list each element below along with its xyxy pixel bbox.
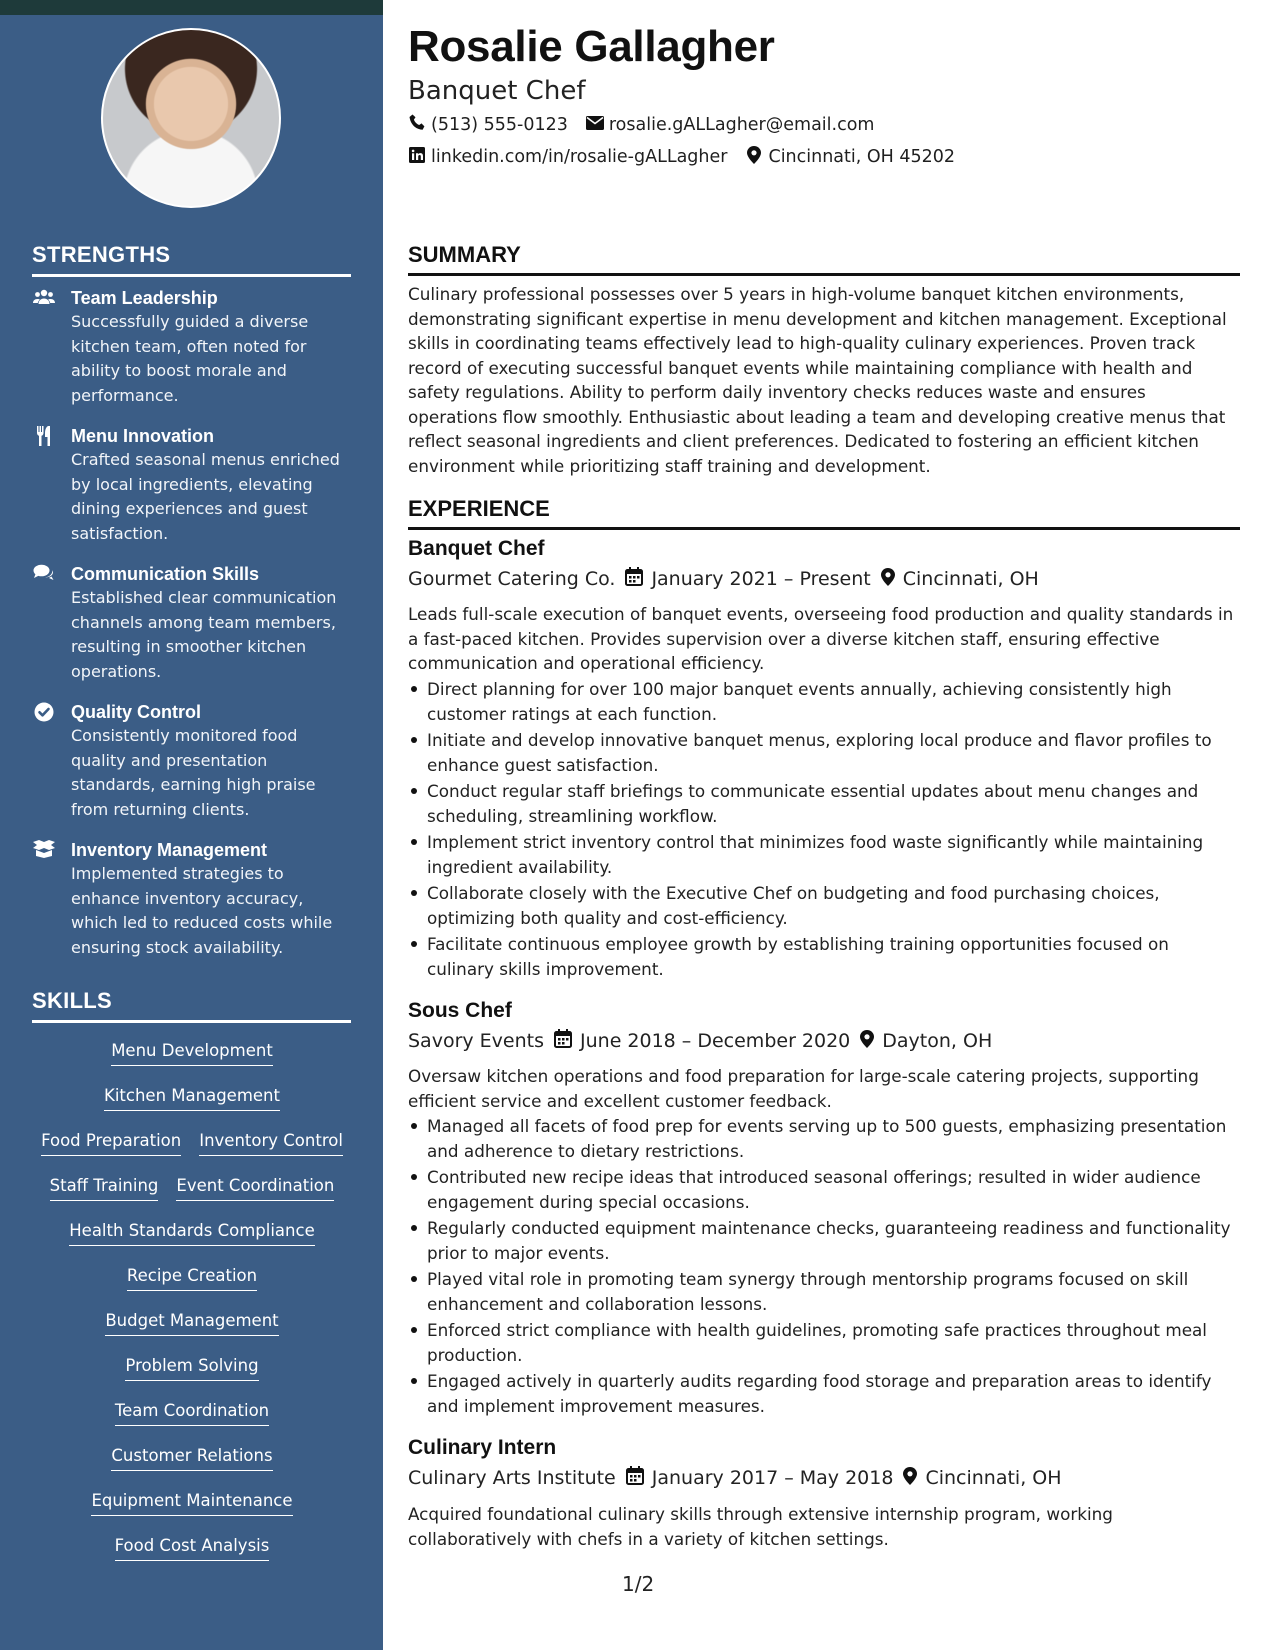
job-dates-text: January 2021 – Present <box>651 568 871 590</box>
skills-row <box>32 1534 352 1561</box>
skills-row <box>32 1444 352 1471</box>
skill-tag: Customer Relations <box>111 1444 272 1471</box>
skill-tag: Equipment Maintenance <box>91 1489 292 1516</box>
strength-item <box>32 562 352 684</box>
job-location-text: Dayton, OH <box>882 1030 993 1052</box>
phone-icon <box>408 114 426 135</box>
envelope-icon <box>586 116 604 134</box>
strength-description: Consistently monitored food quality and presentation standards, earning high praise from returning clients. <box>71 726 316 819</box>
job-company: Savory Events <box>408 1030 544 1052</box>
job-bullet: Engaged actively in quarterly audits regarding food storage and preparation areas to identify and implement improvement measures. <box>408 1369 1240 1418</box>
skill-tag: Team Coordination <box>115 1399 269 1426</box>
job-company: Culinary Arts Institute <box>408 1467 616 1489</box>
job-bullet: Facilitate continuous employee growth by establishing training opportunities focused on culinary skills improvement. <box>408 932 1240 981</box>
job-location <box>903 1467 1061 1490</box>
map-pin-icon <box>903 1467 917 1490</box>
boxes-icon <box>32 840 56 860</box>
skill-tag: Recipe Creation <box>127 1264 257 1291</box>
strengths-heading: STRENGTHS <box>32 242 351 277</box>
strength-item <box>32 286 352 408</box>
job-bullet: Enforced strict compliance with health guidelines, promoting safe practices throughout meal production. <box>408 1318 1240 1367</box>
skills-row <box>32 1309 352 1336</box>
job-location-text: Cincinnati, OH <box>902 568 1039 590</box>
calendar-icon <box>625 567 643 591</box>
job-dates <box>625 567 870 591</box>
sidebar <box>0 0 383 1650</box>
strength-title: Team Leadership <box>71 288 218 308</box>
strength-description: Successfully guided a diverse kitchen team, often noted for ability to boost morale and performance. <box>71 312 309 405</box>
strength-title: Menu Innovation <box>71 426 214 446</box>
experience-heading: EXPERIENCE <box>408 496 1240 530</box>
strength-item <box>32 700 352 822</box>
job-bullet: Regularly conducted equipment maintenance checks, guaranteeing readiness and functionality prior to major events. <box>408 1216 1240 1265</box>
sidebar-top-bar <box>0 0 383 15</box>
job-bullets <box>408 677 1240 983</box>
job-bullet: Direct planning for over 100 major banquet events annually, achieving consistently high customer ratings at each function. <box>408 677 1240 726</box>
skill-tag: Food Preparation <box>41 1129 181 1156</box>
job-bullets <box>408 1114 1240 1420</box>
map-pin-icon <box>860 1030 874 1053</box>
skill-tag: Menu Development <box>111 1039 273 1066</box>
skills-row <box>32 1219 352 1246</box>
job-bullet: Played vital role in promoting team synergy through mentorship programs focused on skill enhancement and collaboration lessons. <box>408 1267 1240 1316</box>
strength-item <box>32 838 352 960</box>
skills-heading: SKILLS <box>32 988 351 1023</box>
calendar-icon <box>626 1466 644 1490</box>
job-meta <box>408 1029 992 1053</box>
check-circle-icon <box>32 702 56 722</box>
linkedin-icon <box>408 147 426 167</box>
job-title: Culinary Intern <box>408 1436 557 1459</box>
job-description: Oversaw kitchen operations and food preparation for large-scale catering projects, supporting efficient service and excellent customer feedback. <box>408 1066 1199 1111</box>
utensils-icon <box>32 426 56 446</box>
skill-tag: Staff Training <box>50 1174 159 1201</box>
location-contact <box>745 146 955 168</box>
job-location <box>860 1030 992 1053</box>
skills-row <box>32 1489 352 1516</box>
job-bullet: Implement strict inventory control that minimizes food waste significantly while maintaining ingredient availability. <box>408 830 1240 879</box>
strength-title: Inventory Management <box>71 840 268 860</box>
skills-row <box>32 1174 352 1201</box>
skill-tag: Health Standards Compliance <box>69 1219 314 1246</box>
phone-text: (513) 555-0123 <box>431 114 568 135</box>
job-location-text: Cincinnati, OH <box>925 1467 1062 1489</box>
job-description: Acquired foundational culinary skills through extensive internship program, working collaboratively with chefs in a variety of kitchen settings. <box>408 1504 1113 1549</box>
skill-tag: Inventory Control <box>199 1129 343 1156</box>
job-title: Banquet Chef <box>408 537 545 560</box>
skills-row <box>32 1264 352 1291</box>
skills-row <box>32 1399 352 1426</box>
comments-icon <box>32 564 56 584</box>
contact-row <box>408 146 955 168</box>
strength-title: Communication Skills <box>71 564 260 584</box>
skills-row <box>32 1084 352 1111</box>
job-dates <box>554 1029 850 1053</box>
phone-contact[interactable] <box>408 114 568 135</box>
job-title: Sous Chef <box>408 999 512 1022</box>
skills-row <box>32 1354 352 1381</box>
skill-tag: Problem Solving <box>125 1354 258 1381</box>
skill-tag: Food Cost Analysis <box>115 1534 270 1561</box>
linkedin-text: linkedin.com/in/rosalie-gALLagher <box>431 147 728 167</box>
email-contact[interactable] <box>586 114 875 135</box>
job-dates <box>626 1466 894 1490</box>
contact-row <box>408 114 874 135</box>
job-meta <box>408 567 1039 591</box>
job-location <box>881 568 1039 591</box>
calendar-icon <box>554 1029 572 1053</box>
job-company: Gourmet Catering Co. <box>408 568 616 590</box>
strength-description: Crafted seasonal menus enriched by local ingredients, elevating dining experiences and guest satisfaction. <box>71 450 340 543</box>
location-text: Cincinnati, OH 45202 <box>768 147 956 167</box>
skill-tag: Budget Management <box>105 1309 278 1336</box>
page-number: 1/2 <box>622 1572 655 1596</box>
skills-row <box>32 1039 352 1066</box>
job-description: Leads full-scale execution of banquet events, overseeing food production and quality standards in a fast-paced kitchen. Provides supervision over a diverse kitchen staff, ensuring effective communication and operational efficiency. <box>408 604 1234 673</box>
job-bullet: Managed all facets of food prep for events serving up to 500 guests, emphasizing presentation and adherence to dietary restrictions. <box>408 1114 1240 1163</box>
users-icon <box>32 288 56 308</box>
strength-title: Quality Control <box>71 702 201 722</box>
job-dates-text: June 2018 – December 2020 <box>580 1030 851 1052</box>
job-dates-text: January 2017 – May 2018 <box>651 1467 894 1489</box>
candidate-role: Banquet Chef <box>408 76 586 106</box>
skills-row <box>32 1129 352 1156</box>
strength-item <box>32 424 352 546</box>
strength-description: Established clear communication channels among team members, resulting in smoother kitchen operations. <box>71 588 337 681</box>
job-bullet: Collaborate closely with the Executive Chef on budgeting and food purchasing choices, optimizing both quality and cost-efficiency. <box>408 881 1240 930</box>
skill-tag: Event Coordination <box>176 1174 334 1201</box>
skill-tag: Kitchen Management <box>104 1084 280 1111</box>
email-text: rosalie.gALLagher@email.com <box>608 114 875 135</box>
map-pin-icon <box>745 146 763 168</box>
map-pin-icon <box>881 568 895 591</box>
profile-photo <box>101 28 281 208</box>
job-bullet: Initiate and develop innovative banquet menus, exploring local produce and flavor profiles to enhance guest satisfaction. <box>408 728 1240 777</box>
job-bullet: Conduct regular staff briefings to communicate essential updates about menu changes and scheduling, streamlining workflow. <box>408 779 1240 828</box>
candidate-name: Rosalie Gallagher <box>408 22 775 71</box>
job-bullet: Contributed new recipe ideas that introduced seasonal offerings; resulted in wider audience engagement during special occasions. <box>408 1165 1240 1214</box>
summary-text: Culinary professional possesses over 5 years in high-volume banquet kitchen environments, demonstrating significant expertise in menu development and kitchen management. Exceptional skills in coordinating teams effectively lead to high-quality culinary experiences. Proven track record of executing successful banquet events while maintaining compliance with health and safety regulations. Ability to perform daily inventory checks reduces waste and ensures operations flow smoothly. Enthusiastic about leading a team and developing creative menus that reflect seasonal ingredients and client preferences. Dedicated to fostering an efficient kitchen environment while prioritizing staff training and development. <box>408 284 1227 476</box>
strength-description: Implemented strategies to enhance inventory accuracy, which led to reduced costs while ensuring stock availability. <box>71 864 333 957</box>
summary-heading: SUMMARY <box>408 242 1240 276</box>
linkedin-contact[interactable] <box>408 146 727 168</box>
job-meta <box>408 1466 1062 1490</box>
